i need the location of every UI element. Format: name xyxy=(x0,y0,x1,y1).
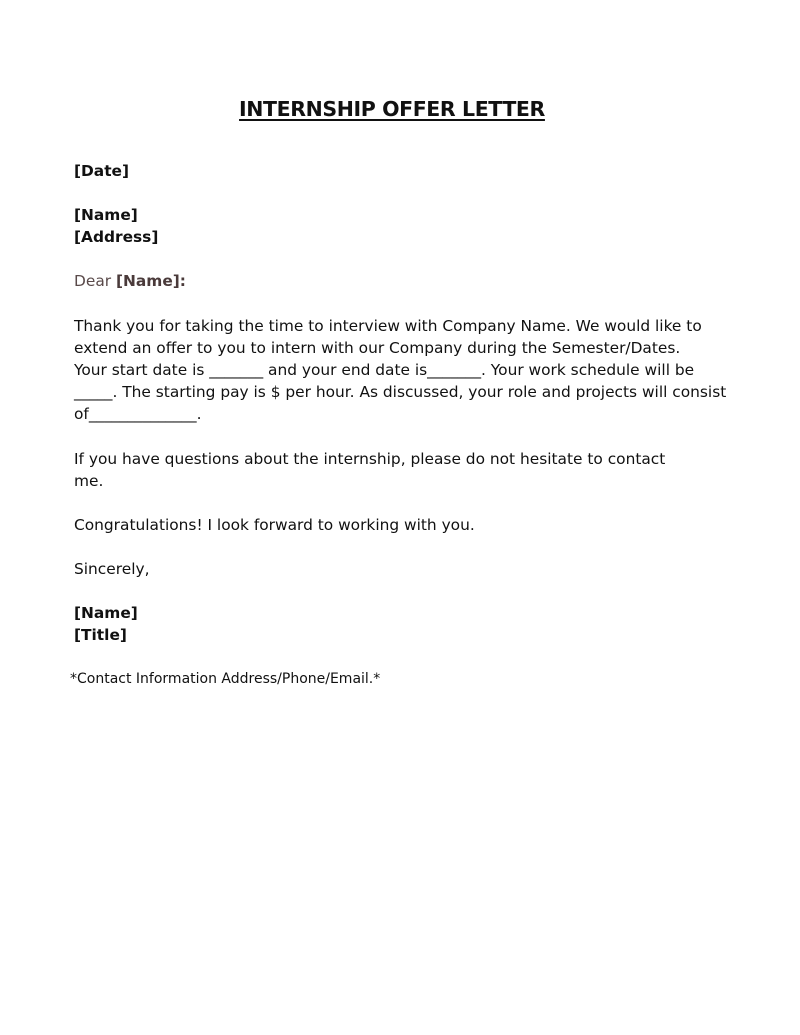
paragraph-line: _____. The starting pay is $ per hour. As discussed, your role and projects will consist xyxy=(74,383,727,401)
contact-information: *Contact Information Address/Phone/Email.* xyxy=(70,671,381,687)
paragraph-line: extend an offer to you to intern with our Company during the Semester/Dates. xyxy=(74,339,681,357)
recipient-address: [Address] xyxy=(74,228,159,246)
paragraph-line: of______________. xyxy=(74,405,202,423)
paragraph-line: Your start date is _______ and your end date is_______. Your work schedule will be xyxy=(74,361,695,379)
body-paragraph-offer xyxy=(74,315,726,425)
salutation xyxy=(74,270,186,292)
salutation-greeting: Dear xyxy=(74,272,112,290)
signature-title: [Title] xyxy=(74,626,127,644)
body-paragraph-congratulations: Congratulations! I look forward to working with you. xyxy=(74,516,475,534)
salutation-name: [Name]: xyxy=(116,272,186,290)
signature-name: [Name] xyxy=(74,604,138,622)
letter-title: INTERNSHIP OFFER LETTER xyxy=(239,97,545,121)
paragraph-line: me. xyxy=(74,472,104,490)
date-placeholder: [Date] xyxy=(74,162,130,180)
paragraph-line: If you have questions about the internship, please do not hesitate to contact xyxy=(74,450,666,468)
closing: Sincerely, xyxy=(74,560,150,578)
body-paragraph-questions xyxy=(74,448,665,492)
paragraph-line: Thank you for taking the time to interview with Company Name. We would like to xyxy=(74,317,702,335)
recipient-name: [Name] xyxy=(74,206,138,224)
